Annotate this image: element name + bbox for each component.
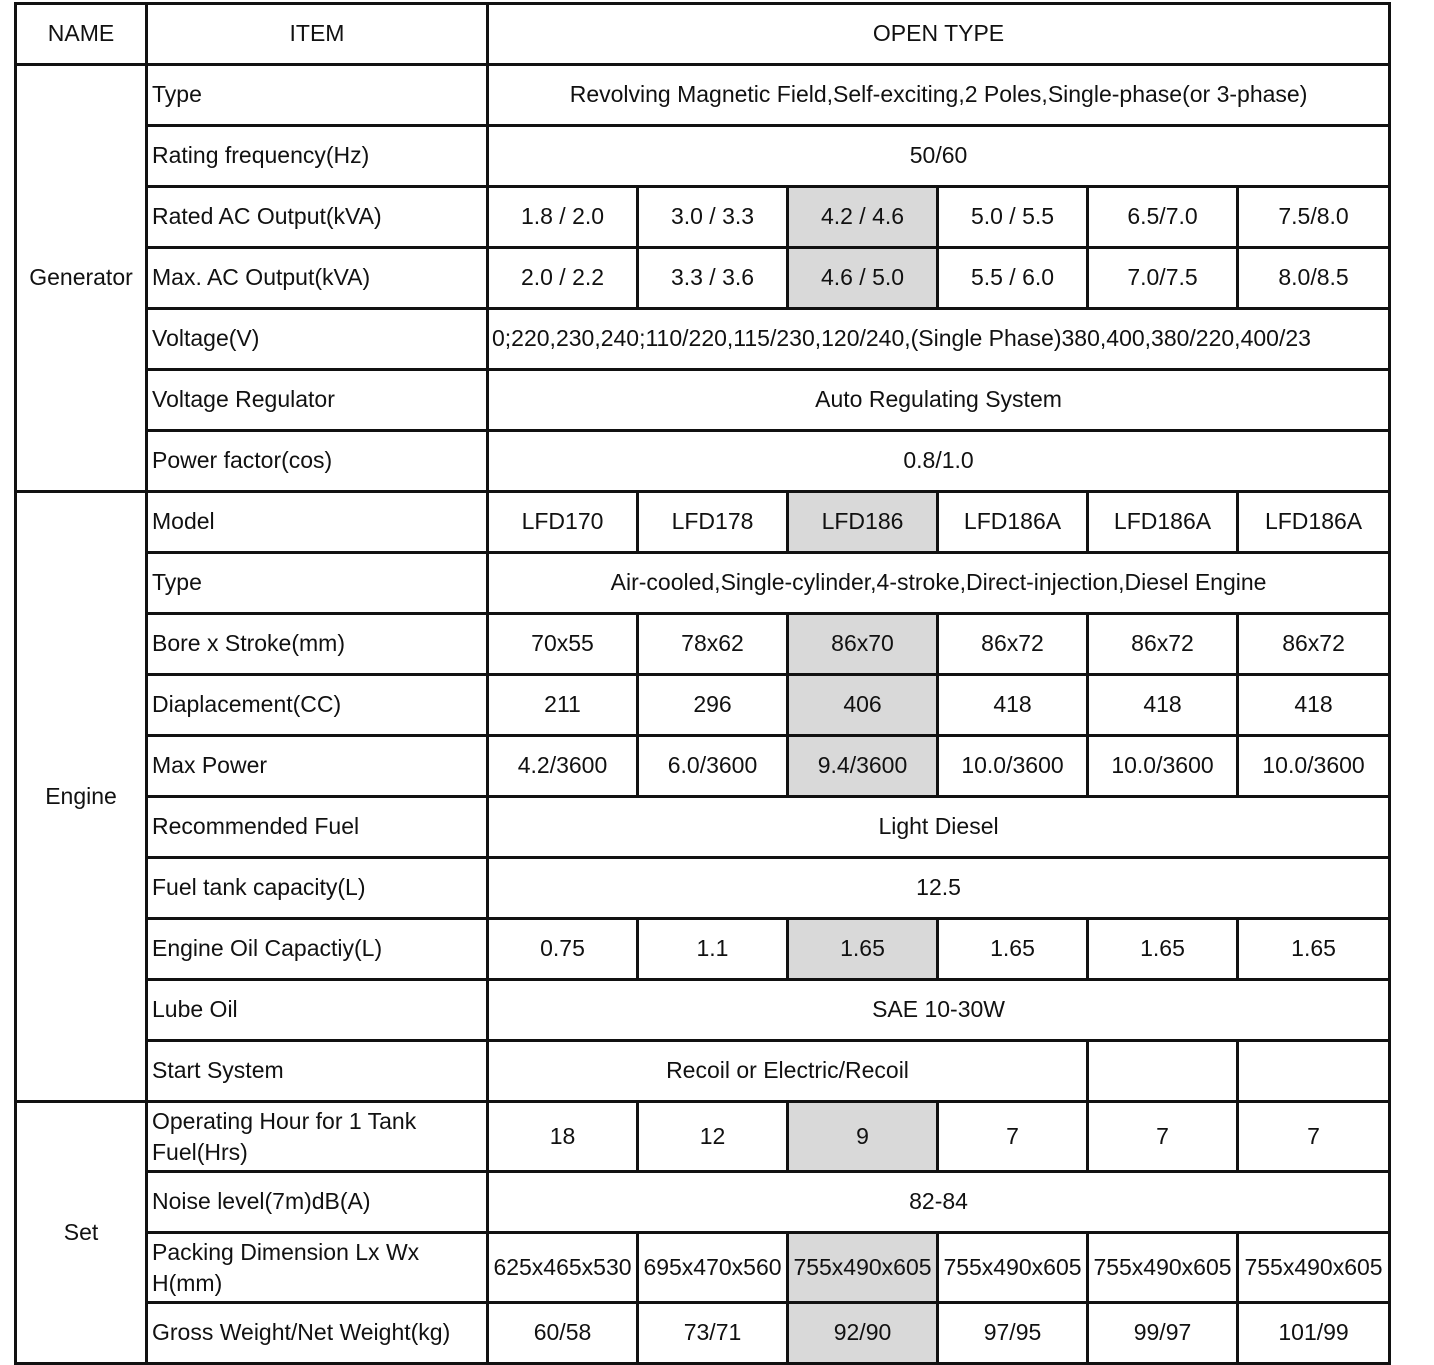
cell: LFD170 (488, 492, 638, 553)
row-label: Max Power (147, 736, 488, 797)
engine-fuel-row (16, 797, 1390, 858)
cell: 6.0/3600 (638, 736, 788, 797)
row-value: Light Diesel (488, 797, 1390, 858)
row-label: Voltage Regulator (147, 370, 488, 431)
cell: 1.65 (938, 919, 1088, 980)
cell: 1.8 / 2.0 (488, 187, 638, 248)
voltage-clip (489, 323, 1388, 354)
cell: LFD186A (938, 492, 1088, 553)
cell: 86x72 (938, 614, 1088, 675)
row-label: Max. AC Output(kVA) (147, 248, 488, 309)
highlighted-cell: 755x490x605 (788, 1233, 938, 1303)
cell: 60/58 (488, 1303, 638, 1364)
cell: 755x490x605 (938, 1233, 1088, 1303)
cell: LFD178 (638, 492, 788, 553)
cell: 7 (1238, 1102, 1390, 1172)
cell: 73/71 (638, 1303, 788, 1364)
cell: 86x72 (1238, 614, 1390, 675)
engine-max-power-row (16, 736, 1390, 797)
generator-voltage-row (16, 309, 1390, 370)
cell: 755x490x605 (1088, 1233, 1238, 1303)
set-weight-row (16, 1303, 1390, 1364)
cell: 418 (938, 675, 1088, 736)
header-open-type: OPEN TYPE (488, 4, 1390, 65)
set-operating-hours-row (16, 1102, 1390, 1172)
cell: 7 (1088, 1102, 1238, 1172)
highlighted-cell: 9.4/3600 (788, 736, 938, 797)
engine-oil-capacity-row (16, 919, 1390, 980)
cell: 296 (638, 675, 788, 736)
engine-displacement-row (16, 675, 1390, 736)
header-name: NAME (16, 4, 147, 65)
group-generator: Generator (16, 65, 147, 492)
row-label: Voltage(V) (147, 309, 488, 370)
cell: 7.5/8.0 (1238, 187, 1390, 248)
cell: 78x62 (638, 614, 788, 675)
cell: 418 (1238, 675, 1390, 736)
cell: 755x490x605 (1238, 1233, 1390, 1303)
row-value: Recoil or Electric/Recoil (488, 1041, 1088, 1102)
row-label: Lube Oil (147, 980, 488, 1041)
cell: 625x465x530 (488, 1233, 638, 1303)
highlighted-cell: 4.6 / 5.0 (788, 248, 938, 309)
cell: 2.0 / 2.2 (488, 248, 638, 309)
row-label: Rated AC Output(kVA) (147, 187, 488, 248)
header-row (16, 4, 1390, 65)
engine-bore-stroke-row (16, 614, 1390, 675)
row-label: Recommended Fuel (147, 797, 488, 858)
generator-frequency-row (16, 126, 1390, 187)
row-label: Operating Hour for 1 Tank Fuel(Hrs) (147, 1102, 488, 1172)
highlighted-cell: 406 (788, 675, 938, 736)
row-value: 0.8/1.0 (488, 431, 1390, 492)
cell: 5.5 / 6.0 (938, 248, 1088, 309)
header-item: ITEM (147, 4, 488, 65)
generator-rated-output-row (16, 187, 1390, 248)
row-label: Fuel tank capacity(L) (147, 858, 488, 919)
generator-max-output-row (16, 248, 1390, 309)
row-label: Gross Weight/Net Weight(kg) (147, 1303, 488, 1364)
cell: 101/99 (1238, 1303, 1390, 1364)
engine-tank-row (16, 858, 1390, 919)
generator-type-row (16, 65, 1390, 126)
cell: 1.65 (1088, 919, 1238, 980)
cell: 695x470x560 (638, 1233, 788, 1303)
cell: 3.0 / 3.3 (638, 187, 788, 248)
highlighted-cell: 4.2 / 4.6 (788, 187, 938, 248)
cell: 10.0/3600 (938, 736, 1088, 797)
group-engine: Engine (16, 492, 147, 1102)
row-value: 12.5 (488, 858, 1390, 919)
cell: 86x72 (1088, 614, 1238, 675)
cell: 99/97 (1088, 1303, 1238, 1364)
cell: 6.5/7.0 (1088, 187, 1238, 248)
cell: 8.0/8.5 (1238, 248, 1390, 309)
highlighted-cell: 86x70 (788, 614, 938, 675)
cell: 10.0/3600 (1238, 736, 1390, 797)
row-label: Packing Dimension Lx Wx H(mm) (147, 1233, 488, 1303)
row-value: Revolving Magnetic Field,Self-exciting,2 Poles,Single-phase(or 3-phase) (488, 65, 1390, 126)
cell: 10.0/3600 (1088, 736, 1238, 797)
cell: 418 (1088, 675, 1238, 736)
generator-regulator-row (16, 370, 1390, 431)
highlighted-cell: 9 (788, 1102, 938, 1172)
cell: 18 (488, 1102, 638, 1172)
row-label: Bore x Stroke(mm) (147, 614, 488, 675)
row-label: Start System (147, 1041, 488, 1102)
highlighted-cell: 1.65 (788, 919, 938, 980)
cell: 7.0/7.5 (1088, 248, 1238, 309)
highlighted-cell: 92/90 (788, 1303, 938, 1364)
cell: 0.75 (488, 919, 638, 980)
row-label: Noise level(7m)dB(A) (147, 1172, 488, 1233)
row-value: 50/60 (488, 126, 1390, 187)
engine-type-row (16, 553, 1390, 614)
cell: 4.2/3600 (488, 736, 638, 797)
engine-model-row (16, 492, 1390, 553)
empty-cell (1088, 1041, 1238, 1102)
row-label: Type (147, 553, 488, 614)
voltage-value: 0;220,230,240;110/220,115/230,120/240,(Single Phase)380,400,380/220,400/23 (492, 325, 1311, 352)
cell: 211 (488, 675, 638, 736)
row-value (488, 309, 1390, 370)
row-label: Power factor(cos) (147, 431, 488, 492)
row-label: Rating frequency(Hz) (147, 126, 488, 187)
row-value: SAE 10-30W (488, 980, 1390, 1041)
cell: 12 (638, 1102, 788, 1172)
row-value: 82-84 (488, 1172, 1390, 1233)
row-value: Air-cooled,Single-cylinder,4-stroke,Direct-injection,Diesel Engine (488, 553, 1390, 614)
cell: 97/95 (938, 1303, 1088, 1364)
cell: 1.65 (1238, 919, 1390, 980)
cell: 70x55 (488, 614, 638, 675)
group-set: Set (16, 1102, 147, 1364)
row-value: Auto Regulating System (488, 370, 1390, 431)
cell: 1.1 (638, 919, 788, 980)
cell: 7 (938, 1102, 1088, 1172)
highlighted-cell: LFD186 (788, 492, 938, 553)
cell: LFD186A (1238, 492, 1390, 553)
set-packing-row (16, 1233, 1390, 1303)
set-noise-row (16, 1172, 1390, 1233)
row-label: Type (147, 65, 488, 126)
cell: 3.3 / 3.6 (638, 248, 788, 309)
engine-lube-oil-row (16, 980, 1390, 1041)
row-label: Engine Oil Capactiy(L) (147, 919, 488, 980)
spec-table (14, 2, 1391, 1365)
engine-start-row (16, 1041, 1390, 1102)
row-label: Model (147, 492, 488, 553)
cell: LFD186A (1088, 492, 1238, 553)
row-label: Diaplacement(CC) (147, 675, 488, 736)
empty-cell (1238, 1041, 1390, 1102)
generator-power-factor-row (16, 431, 1390, 492)
cell: 5.0 / 5.5 (938, 187, 1088, 248)
